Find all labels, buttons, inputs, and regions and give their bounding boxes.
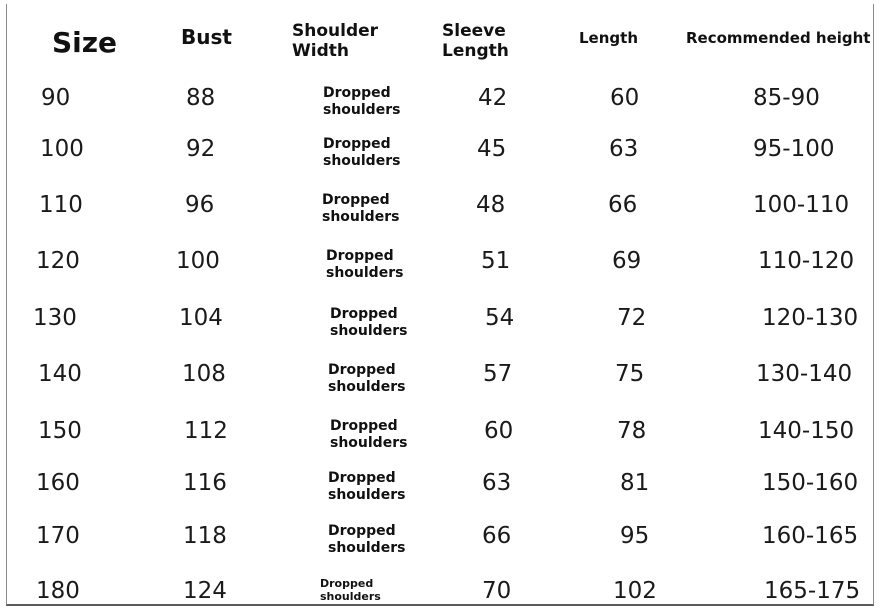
length-value: 72 — [617, 305, 647, 331]
bust-value: 100 — [176, 248, 220, 274]
length-value: 60 — [610, 85, 640, 111]
size-value: 100 — [40, 136, 84, 162]
bust-value: 118 — [183, 523, 227, 549]
header-length: Length — [579, 29, 638, 47]
header-sleeve-line1: Sleeve — [442, 21, 506, 41]
shoulder-width-line1: Dropped — [323, 85, 391, 101]
bust-value: 92 — [186, 136, 216, 162]
shoulder-width-value — [330, 306, 420, 340]
shoulder-width-line2: shoulders — [326, 264, 404, 281]
recommended-height-value: 120-130 — [762, 305, 859, 331]
recommended-height-value: 160-165 — [762, 523, 859, 549]
bust-value: 116 — [183, 470, 227, 496]
length-value: 63 — [609, 136, 639, 162]
header-sleeve-length — [442, 22, 509, 61]
header-shoulder-width — [292, 22, 378, 61]
sleeve-length-value: 54 — [485, 305, 515, 331]
bust-value: 112 — [184, 418, 228, 444]
sleeve-length-value: 70 — [482, 578, 512, 604]
shoulder-width-line1: Dropped — [322, 192, 390, 208]
size-value: 160 — [36, 470, 80, 496]
shoulder-width-value — [323, 136, 413, 170]
length-value: 95 — [620, 523, 650, 549]
sleeve-length-value: 63 — [482, 470, 512, 496]
shoulder-width-line2: shoulders — [323, 101, 401, 118]
length-value: 78 — [617, 418, 647, 444]
recommended-height-value: 165-175 — [764, 578, 861, 604]
bust-value: 96 — [185, 192, 215, 218]
size-value: 140 — [38, 361, 82, 387]
shoulder-width-line2: shoulders — [328, 486, 406, 503]
length-value: 69 — [612, 248, 642, 274]
shoulder-width-line2: shoulders — [328, 378, 406, 395]
size-value: 170 — [36, 523, 80, 549]
shoulder-width-line2: shoulders — [323, 152, 401, 169]
size-value: 110 — [39, 192, 83, 218]
shoulder-width-value — [330, 418, 420, 452]
header-size: Size — [52, 26, 118, 59]
size-chart-frame — [6, 4, 874, 606]
bust-value: 104 — [179, 305, 223, 331]
length-value: 102 — [613, 578, 657, 604]
size-value: 180 — [36, 578, 80, 604]
shoulder-width-line1: Dropped — [330, 418, 398, 434]
shoulder-width-value — [320, 577, 410, 603]
length-value: 81 — [620, 470, 650, 496]
bust-value: 88 — [186, 85, 216, 111]
shoulder-width-value — [326, 248, 416, 282]
size-value: 120 — [36, 248, 80, 274]
size-value: 150 — [38, 418, 82, 444]
shoulder-width-value — [322, 192, 412, 226]
shoulder-width-value — [328, 523, 418, 557]
shoulder-width-line2: shoulders — [330, 322, 408, 339]
shoulder-width-line2: shoulders — [320, 590, 381, 604]
shoulder-width-line2: shoulders — [328, 539, 406, 556]
header-shoulder-line1: Shoulder — [292, 21, 379, 41]
shoulder-width-line1: Dropped — [328, 523, 396, 539]
recommended-height-value: 85-90 — [753, 85, 820, 111]
header-recommended-height: Recommended height — [686, 29, 871, 47]
size-value: 130 — [33, 305, 77, 331]
shoulder-width-value — [323, 85, 413, 119]
recommended-height-value: 130-140 — [756, 361, 853, 387]
length-value: 66 — [608, 192, 638, 218]
header-sleeve-line2: Length — [442, 40, 509, 61]
shoulder-width-line1: Dropped — [328, 362, 396, 378]
sleeve-length-value: 60 — [484, 418, 514, 444]
shoulder-width-value — [328, 470, 418, 504]
sleeve-length-value: 57 — [483, 361, 513, 387]
sleeve-length-value: 51 — [481, 248, 511, 274]
recommended-height-value: 110-120 — [758, 248, 855, 274]
recommended-height-value: 140-150 — [758, 418, 855, 444]
shoulder-width-line1: Dropped — [328, 470, 396, 486]
sleeve-length-value: 42 — [478, 85, 508, 111]
sleeve-length-value: 48 — [476, 192, 506, 218]
recommended-height-value: 100-110 — [753, 192, 850, 218]
header-bust: Bust — [181, 25, 232, 49]
shoulder-width-line2: shoulders — [330, 434, 408, 451]
sleeve-length-value: 66 — [482, 523, 512, 549]
header-shoulder-line2: Width — [292, 40, 349, 61]
shoulder-width-line2: shoulders — [322, 208, 400, 225]
bust-value: 108 — [182, 361, 226, 387]
size-value: 90 — [41, 85, 71, 111]
bust-value: 124 — [183, 578, 227, 604]
length-value: 75 — [615, 361, 645, 387]
shoulder-width-value — [328, 362, 418, 396]
shoulder-width-line1: Dropped — [320, 577, 374, 590]
sleeve-length-value: 45 — [477, 136, 507, 162]
shoulder-width-line1: Dropped — [323, 136, 391, 152]
shoulder-width-line1: Dropped — [330, 306, 398, 322]
shoulder-width-line1: Dropped — [326, 248, 394, 264]
recommended-height-value: 150-160 — [762, 470, 859, 496]
recommended-height-value: 95-100 — [753, 136, 835, 162]
